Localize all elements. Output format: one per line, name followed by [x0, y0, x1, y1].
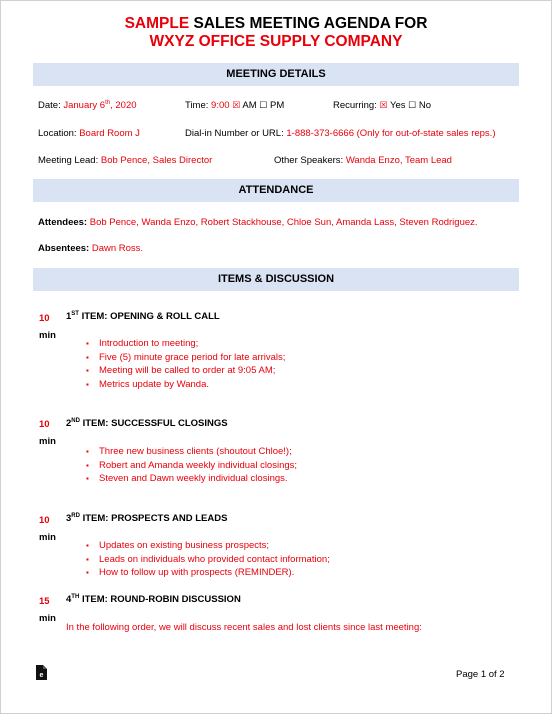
item-title: 2ND ITEM: SUCCESSFUL CLOSINGS	[66, 418, 228, 429]
item-bullets	[86, 445, 297, 486]
dialin-label: Dial-in Number or URL:	[185, 128, 284, 139]
item-bullets	[86, 337, 285, 391]
lead-value: Bob Pence, Sales Director	[100, 155, 213, 166]
absentees-label: Absentees:	[38, 243, 90, 254]
item-duration: 10 min	[39, 419, 56, 447]
item-title: 3RD ITEM: PROSPECTS AND LEADS	[66, 513, 228, 524]
item-title: 1ST ITEM: OPENING & ROLL CALL	[66, 311, 220, 322]
speakers-label: Other Speakers:	[274, 155, 344, 166]
dialin-row	[185, 128, 495, 139]
title-main: SALES MEETING AGENDA FOR	[193, 15, 428, 32]
item-duration: 10 min	[39, 313, 56, 341]
item-duration: 15 min	[39, 596, 56, 624]
recurring-label: Recurring:	[333, 100, 377, 111]
yes-label: Yes	[390, 100, 406, 111]
time-row	[185, 100, 284, 111]
location-value: Board Room J	[79, 128, 140, 139]
item-duration: 10 min	[39, 515, 56, 543]
no-label: No	[418, 100, 432, 111]
lead-label: Meeting Lead:	[38, 155, 99, 166]
time-label: Time:	[185, 100, 209, 111]
list-item: ▪ How to follow up with prospects (REMINDER).	[86, 567, 295, 579]
location-label: Location:	[38, 128, 77, 139]
list-item: ▪ Updates on existing business prospects;	[86, 540, 270, 551]
list-item: ▪ Metrics update by Wanda.	[86, 378, 210, 390]
list-item: ▪ Meeting will be called to order at 9:05 AM;	[86, 365, 276, 377]
page-number: Page 1 of 2	[456, 669, 505, 680]
item-bullets	[86, 539, 330, 580]
attendees-label: Attendees:	[38, 217, 88, 228]
speakers-value: Wanda Enzo, Team Lead	[345, 155, 452, 166]
am-checkbox-checked-icon[interactable]: ☒	[232, 100, 241, 110]
svg-text:e: e	[39, 672, 44, 679]
absentees-row	[38, 243, 143, 254]
location-row	[38, 128, 140, 139]
list-item: ▪ Steven and Dawn weekly individual closings.	[86, 473, 288, 485]
date-label: Date:	[38, 100, 61, 112]
eforms-logo-icon	[36, 665, 47, 680]
no-checkbox-icon[interactable]: ☐	[408, 100, 417, 110]
list-item: ▪ Five (5) minute grace period for late arrivals;	[86, 351, 286, 363]
date-row	[38, 100, 137, 111]
recurring-row	[333, 100, 431, 111]
pm-label: PM	[270, 100, 285, 111]
pm-checkbox-icon[interactable]: ☐	[259, 100, 268, 110]
attendees-row	[38, 217, 478, 228]
title-sample: SAMPLE	[124, 15, 190, 32]
speakers-row	[274, 155, 452, 166]
item4-note: In the following order, we will discuss recent sales and lost clients since last meeting:	[66, 622, 422, 633]
title-company: WXYZ OFFICE SUPPLY COMPANY	[149, 33, 403, 50]
attendees-value: Bob Pence, Wanda Enzo, Robert Stackhouse, Chloe Sun, Amanda Lass, Steven Rodriguez.	[89, 217, 478, 228]
item-title: 4TH ITEM: ROUND-ROBIN DISCUSSION	[66, 594, 241, 605]
dialin-value: 1-888-373-6666 (Only for out-of-state sales reps.)	[286, 128, 496, 139]
section-meeting-details: MEETING DETAILS	[33, 63, 519, 86]
list-item: ▪ Robert and Amanda weekly individual closings;	[86, 459, 298, 471]
lead-row	[38, 155, 212, 166]
yes-checkbox-checked-icon[interactable]: ☒	[379, 100, 388, 110]
section-attendance: ATTENDANCE	[33, 179, 519, 202]
list-item: ▪ Leads on individuals who provided contact information;	[86, 553, 330, 565]
document-title	[0, 15, 552, 51]
am-label: AM	[242, 100, 257, 111]
list-item: ▪ Three new business clients (shoutout Chloe!);	[86, 446, 292, 457]
time-value: 9:00	[211, 100, 230, 111]
date-value: January 6th, 2020	[63, 100, 137, 112]
absentees-value: Dawn Ross.	[91, 243, 144, 254]
list-item: ▪ Introduction to meeting;	[86, 338, 199, 349]
section-items-discussion: ITEMS & DISCUSSION	[33, 268, 519, 291]
